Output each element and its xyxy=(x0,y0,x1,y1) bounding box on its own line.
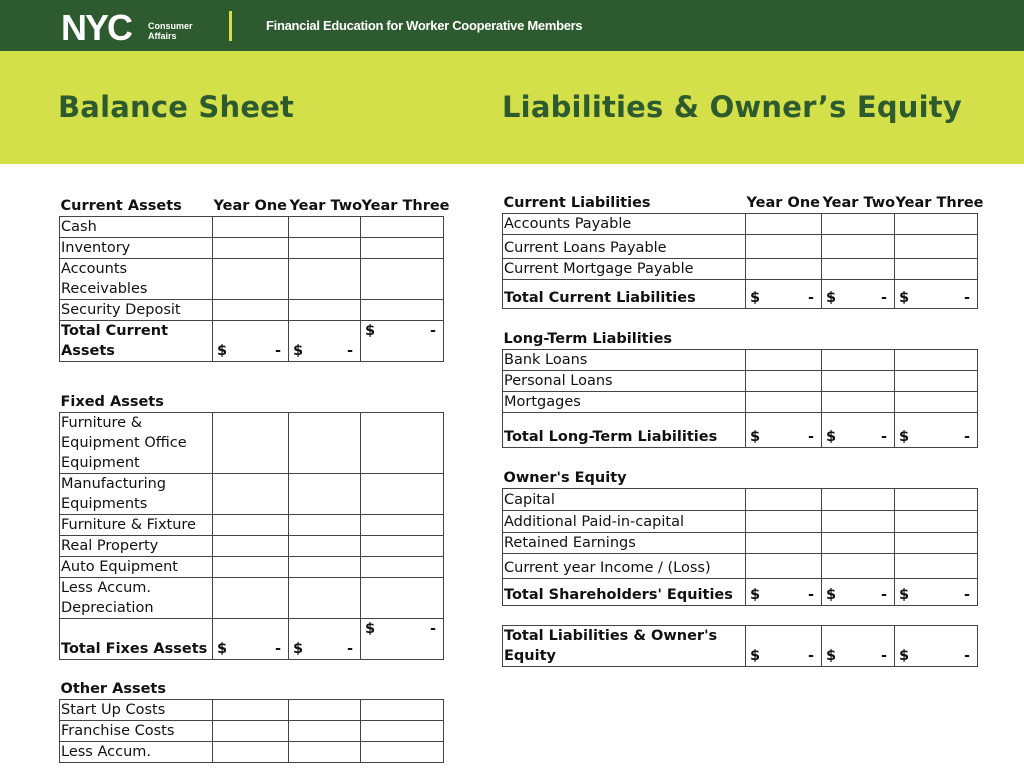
currency-symbol: $ xyxy=(750,648,761,664)
cell-input[interactable] xyxy=(213,412,289,473)
nyc-logo[interactable] xyxy=(61,11,143,43)
row-label: Personal Loans xyxy=(503,371,746,392)
total-current-liabilities-row xyxy=(503,280,978,309)
total-equity-row xyxy=(503,579,978,606)
cell-input[interactable] xyxy=(895,489,978,511)
cell-input[interactable] xyxy=(822,489,895,511)
currency-symbol: $ xyxy=(899,648,910,664)
row-label: Current Loans Payable xyxy=(503,235,746,259)
table-row xyxy=(503,350,978,371)
cell-input[interactable] xyxy=(822,259,895,280)
amount-value: - xyxy=(807,429,814,445)
cell-input[interactable] xyxy=(213,217,289,238)
currency-symbol: $ xyxy=(217,640,228,657)
table-row xyxy=(60,721,444,742)
cell-input[interactable] xyxy=(213,556,289,577)
row-label: Furniture & Fixture xyxy=(60,514,213,535)
table-row xyxy=(60,577,444,618)
table-row xyxy=(503,554,978,579)
amount-value: - xyxy=(807,648,814,664)
amount-value: - xyxy=(880,290,887,306)
row-label: Franchise Costs xyxy=(60,721,213,742)
cell-input[interactable] xyxy=(213,300,289,321)
cell-input[interactable] xyxy=(289,412,361,473)
table-row xyxy=(60,742,444,763)
table-row xyxy=(503,392,978,413)
cell-input[interactable] xyxy=(213,721,289,742)
money-cell xyxy=(896,585,977,605)
fixed-assets-header-row xyxy=(60,392,444,413)
row-label: Security Deposit xyxy=(60,300,213,321)
row-label: Auto Equipment xyxy=(60,556,213,577)
cell-input[interactable] xyxy=(213,577,289,618)
cell-input[interactable] xyxy=(213,742,289,763)
row-label: Capital xyxy=(503,489,746,511)
amount-value: - xyxy=(880,429,887,445)
cell-input[interactable] xyxy=(822,350,895,371)
cell-input[interactable] xyxy=(895,235,978,259)
currency-symbol: $ xyxy=(217,343,228,359)
total-year-two xyxy=(822,280,895,309)
table-row xyxy=(503,214,978,235)
assets-table xyxy=(59,196,450,763)
amount-value: - xyxy=(346,343,353,359)
cell-input[interactable] xyxy=(895,554,978,579)
money-cell xyxy=(896,288,977,308)
table-row xyxy=(60,238,444,259)
table-row xyxy=(60,556,444,577)
cell-input[interactable] xyxy=(289,535,361,556)
money-cell xyxy=(747,646,821,666)
long-term-heading: Long-Term Liabilities xyxy=(503,331,673,347)
table-row xyxy=(503,371,978,392)
cell-input[interactable] xyxy=(822,371,895,392)
cell-input[interactable] xyxy=(746,214,822,235)
amount-value: - xyxy=(880,587,887,603)
cell-input[interactable] xyxy=(746,392,822,413)
row-label: Total Fixes Assets xyxy=(60,618,213,659)
row-label: Total Shareholders' Equities xyxy=(503,579,746,606)
cell-input[interactable] xyxy=(746,350,822,371)
cell-input[interactable] xyxy=(746,235,822,259)
cell-input[interactable] xyxy=(289,556,361,577)
row-label: Real Property xyxy=(60,535,213,556)
amount-value: - xyxy=(807,587,814,603)
cell-input[interactable] xyxy=(361,259,444,300)
fixed-assets-heading: Fixed Assets xyxy=(60,393,164,410)
amount-value: - xyxy=(429,620,436,637)
row-label: Total Long-Term Liabilities xyxy=(503,413,746,448)
row-label: Start Up Costs xyxy=(60,700,213,721)
equity-heading: Owner's Equity xyxy=(503,470,627,486)
cell-input[interactable] xyxy=(289,742,361,763)
money-cell xyxy=(214,639,288,659)
cell-input[interactable] xyxy=(361,721,444,742)
cell-input[interactable] xyxy=(746,371,822,392)
total-year-one xyxy=(213,618,289,659)
cell-input[interactable] xyxy=(361,473,444,514)
table-row xyxy=(60,412,444,473)
col-year-two: Year Two xyxy=(289,198,363,214)
cell-input[interactable] xyxy=(746,489,822,511)
currency-symbol: $ xyxy=(365,323,376,339)
cell-input[interactable] xyxy=(822,214,895,235)
site-title[interactable]: Financial Education for Worker Cooperative Members xyxy=(266,18,583,33)
amount-value: - xyxy=(274,640,281,657)
cell-input[interactable] xyxy=(213,259,289,300)
cell-input[interactable] xyxy=(361,700,444,721)
cell-input[interactable] xyxy=(361,514,444,535)
cell-input[interactable] xyxy=(361,535,444,556)
cell-input[interactable] xyxy=(746,511,822,533)
row-label: Total Liabilities & Owner's Equity xyxy=(503,626,746,667)
cell-input[interactable] xyxy=(822,554,895,579)
cell-input[interactable] xyxy=(361,556,444,577)
money-cell xyxy=(747,288,821,308)
cell-input[interactable] xyxy=(746,259,822,280)
row-label: Current year Income / (Loss) xyxy=(503,554,746,579)
cell-input[interactable] xyxy=(895,371,978,392)
svg-text:NYC: NYC xyxy=(61,11,132,43)
amount-value: - xyxy=(963,429,970,445)
row-label: Bank Loans xyxy=(503,350,746,371)
cell-input[interactable] xyxy=(289,721,361,742)
col-year-one: Year One xyxy=(213,198,287,214)
cell-input[interactable] xyxy=(361,742,444,763)
table-row xyxy=(60,700,444,721)
total-year-two xyxy=(289,321,361,362)
table-row xyxy=(503,511,978,533)
cell-input[interactable] xyxy=(895,259,978,280)
cell-input[interactable] xyxy=(289,473,361,514)
current-liabilities-heading: Current Liabilities xyxy=(503,195,651,211)
cell-input[interactable] xyxy=(213,700,289,721)
table-row xyxy=(503,235,978,259)
row-label: Accounts Payable xyxy=(503,214,746,235)
total-current-assets-row xyxy=(60,321,444,362)
other-assets-header-row xyxy=(60,679,444,700)
amount-value: - xyxy=(807,290,814,306)
spacer-row xyxy=(503,606,978,626)
col-year-three: Year Three xyxy=(361,198,450,214)
currency-symbol: $ xyxy=(899,429,910,445)
cell-input[interactable] xyxy=(213,535,289,556)
row-label: Accounts Receivables xyxy=(60,259,213,300)
amount-value: - xyxy=(346,640,353,657)
money-cell xyxy=(290,639,360,659)
cell-input[interactable] xyxy=(289,238,361,259)
row-label: Less Accum. xyxy=(60,742,213,763)
liabilities-table xyxy=(502,193,984,667)
table-row xyxy=(60,300,444,321)
money-cell xyxy=(896,646,977,666)
currency-symbol: $ xyxy=(293,640,304,657)
current-assets-heading: Current Assets xyxy=(60,198,182,214)
total-year-three xyxy=(895,280,978,309)
currency-symbol: $ xyxy=(750,290,761,306)
currency-symbol: $ xyxy=(750,429,761,445)
currency-symbol: $ xyxy=(750,587,761,603)
liabilities-equity-title: Liabilities & Owner’s Equity xyxy=(502,90,962,124)
money-cell xyxy=(823,427,894,447)
row-label: Inventory xyxy=(60,238,213,259)
row-label: Manufacturing Equipments xyxy=(60,473,213,514)
cell-input[interactable] xyxy=(361,577,444,618)
total-year-two xyxy=(289,618,361,659)
amount-value: - xyxy=(274,343,281,359)
row-label: Mortgages xyxy=(503,392,746,413)
currency-symbol: $ xyxy=(899,587,910,603)
currency-symbol: $ xyxy=(826,648,837,664)
row-label: Less Accum. Depreciation xyxy=(60,577,213,618)
amount-value: - xyxy=(429,323,436,339)
table-row xyxy=(60,259,444,300)
cell-input[interactable] xyxy=(361,238,444,259)
total-year-three xyxy=(895,413,978,448)
long-term-header-row xyxy=(503,329,978,350)
row-label: Additional Paid-in-capital xyxy=(503,511,746,533)
col-year-one: Year One xyxy=(746,195,820,211)
table-row xyxy=(60,514,444,535)
current-assets-header-row xyxy=(60,196,444,217)
total-fixed-assets-row xyxy=(60,618,444,659)
money-cell xyxy=(823,646,894,666)
cell-input[interactable] xyxy=(822,392,895,413)
total-year-one xyxy=(746,579,822,606)
row-label: Total Current Liabilities xyxy=(503,280,746,309)
total-long-term-row xyxy=(503,413,978,448)
money-cell xyxy=(214,341,288,361)
col-year-three: Year Three xyxy=(895,195,984,211)
cell-input[interactable] xyxy=(213,238,289,259)
currency-symbol: $ xyxy=(899,290,910,306)
amount-value: - xyxy=(963,648,970,664)
amount-value: - xyxy=(880,648,887,664)
money-cell xyxy=(362,321,443,341)
cell-input[interactable] xyxy=(895,214,978,235)
cell-input[interactable] xyxy=(895,511,978,533)
spacer-row xyxy=(60,659,444,679)
cell-input[interactable] xyxy=(822,235,895,259)
money-cell xyxy=(823,288,894,308)
other-assets-heading: Other Assets xyxy=(60,681,166,697)
cell-input[interactable] xyxy=(895,533,978,554)
table-row xyxy=(60,473,444,514)
logo-department[interactable]: Consumer Affairs xyxy=(148,21,193,41)
cell-input[interactable] xyxy=(289,300,361,321)
cell-input[interactable] xyxy=(289,259,361,300)
money-cell xyxy=(747,427,821,447)
currency-symbol: $ xyxy=(365,620,376,637)
cell-input[interactable] xyxy=(361,412,444,473)
cell-input[interactable] xyxy=(213,514,289,535)
table-row xyxy=(503,489,978,511)
cell-input[interactable] xyxy=(361,300,444,321)
row-label: Total Current Assets xyxy=(60,321,213,362)
amount-value: - xyxy=(963,290,970,306)
cell-input[interactable] xyxy=(289,577,361,618)
currency-symbol: $ xyxy=(293,343,304,359)
total-year-one xyxy=(746,280,822,309)
cell-input[interactable] xyxy=(213,473,289,514)
money-cell xyxy=(290,341,360,361)
cell-input[interactable] xyxy=(895,350,978,371)
table-row xyxy=(503,259,978,280)
row-label: Furniture & Equipment Office Equipment xyxy=(60,412,213,473)
current-liabilities-header-row xyxy=(503,193,978,214)
top-bar xyxy=(0,0,1024,51)
money-cell xyxy=(896,427,977,447)
total-year-three xyxy=(895,626,978,667)
money-cell xyxy=(747,585,821,605)
currency-symbol: $ xyxy=(826,290,837,306)
total-year-one xyxy=(746,413,822,448)
money-cell xyxy=(823,585,894,605)
spacer-row xyxy=(60,362,444,392)
total-year-three xyxy=(895,579,978,606)
cell-input[interactable] xyxy=(895,392,978,413)
cell-input[interactable] xyxy=(822,533,895,554)
currency-symbol: $ xyxy=(826,429,837,445)
table-row xyxy=(503,533,978,554)
cell-input[interactable] xyxy=(361,217,444,238)
money-cell xyxy=(362,619,443,639)
row-label: Current Mortgage Payable xyxy=(503,259,746,280)
cell-input[interactable] xyxy=(289,700,361,721)
total-year-three xyxy=(361,618,444,659)
cell-input[interactable] xyxy=(746,533,822,554)
table-row xyxy=(60,535,444,556)
equity-header-row xyxy=(503,468,978,489)
total-year-two xyxy=(822,579,895,606)
total-year-two xyxy=(822,413,895,448)
spacer-row xyxy=(503,448,978,468)
total-year-one xyxy=(213,321,289,362)
table-row xyxy=(60,217,444,238)
cell-input[interactable] xyxy=(822,511,895,533)
total-year-one xyxy=(746,626,822,667)
total-year-three xyxy=(361,321,444,362)
col-year-two: Year Two xyxy=(822,195,896,211)
total-year-two xyxy=(822,626,895,667)
cell-input[interactable] xyxy=(289,217,361,238)
spacer-row xyxy=(503,309,978,329)
row-label: Retained Earnings xyxy=(503,533,746,554)
cell-input[interactable] xyxy=(746,554,822,579)
logo-divider xyxy=(229,11,232,41)
grand-total-row xyxy=(503,626,978,667)
balance-sheet-title: Balance Sheet xyxy=(58,90,295,124)
amount-value: - xyxy=(963,587,970,603)
currency-symbol: $ xyxy=(826,587,837,603)
row-label: Cash xyxy=(60,217,213,238)
cell-input[interactable] xyxy=(289,514,361,535)
